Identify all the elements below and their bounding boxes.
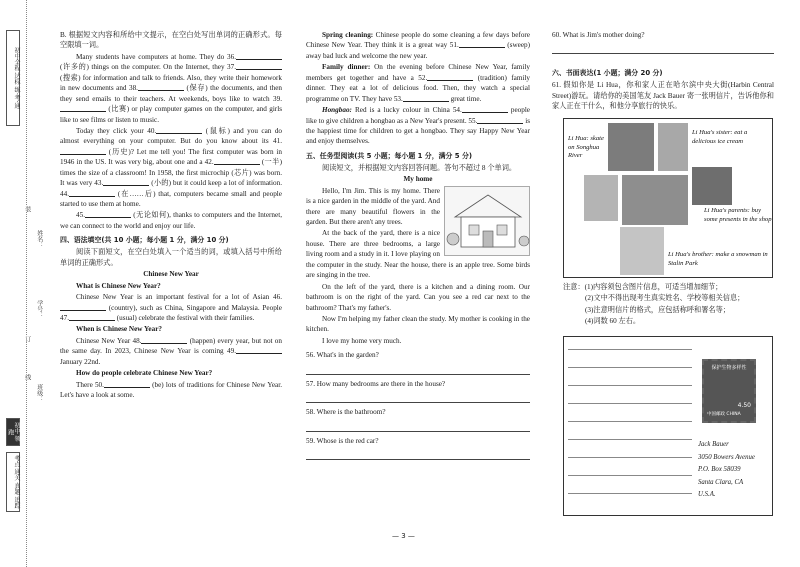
lead-badge: 初中 领跑 (6, 418, 20, 446)
address-line: U.S.A. (698, 491, 716, 499)
answer-line-57[interactable] (306, 391, 530, 403)
tradition-label: Hongbao: (322, 106, 352, 115)
address-line: P.O. Box 58039 (698, 466, 741, 474)
stamp-title: 保护生物多样性 (711, 365, 747, 371)
note-1: (1)内容须包含图片信息，可适当增加细节； (584, 283, 723, 291)
answer-blank-39[interactable] (60, 104, 106, 112)
page-number: — 3 — (392, 532, 415, 540)
answer-line-59[interactable] (306, 448, 530, 460)
writing-line[interactable] (568, 367, 692, 368)
heading-text: When is Chinese New Year? (76, 325, 162, 334)
stamp-value: 4.50 (737, 402, 751, 410)
column-1 (60, 30, 282, 401)
hongbao-paragraph (306, 105, 530, 147)
computer-passage-2 (60, 126, 282, 210)
cny-paragraph-3 (60, 380, 282, 401)
postcard (563, 336, 773, 516)
passage-text: (be) lots of traditions for Chinese New Year. Let's have a look at some. (60, 380, 283, 399)
answer-blank-37[interactable] (236, 62, 282, 70)
passage-text: is the happiest time for children to get a hongbao. They say Happy New Year and enjoy themselves. (306, 116, 531, 146)
passage-text: people like to give children a hongbao as a New Year's present. 55. (306, 106, 531, 125)
heading-what (60, 281, 282, 291)
address-line: Santa Clara, CA (698, 478, 744, 486)
home-paragraph-1: Hello, I'm Jim. This is my home. There is a nice garden in the middle of the yard. And there are many beautiful flowers in the garden. But there aren't any trees. (306, 186, 440, 226)
caption-brother: Li Hua's brother: make a snowman in Stalin Park (668, 251, 768, 267)
answer-blank-50[interactable] (104, 380, 150, 388)
answer-blank-48[interactable] (141, 336, 187, 344)
passage-text: Today they click your 40. (76, 126, 157, 135)
class-label: 班级： (35, 384, 42, 402)
computer-passage-3 (60, 210, 282, 231)
photo-board (563, 118, 773, 278)
answer-line-56[interactable] (306, 363, 530, 375)
recipient-address (698, 439, 755, 502)
column-2 (306, 30, 530, 460)
passage-text: 45. (76, 211, 85, 220)
photo-snow-street (584, 175, 618, 221)
yard-illustration (444, 186, 530, 256)
passage-text: (country), such as China, Singapore and Malaysia. People 47. (60, 303, 282, 322)
photo-ice-building (622, 175, 688, 225)
home-title: My home (403, 175, 433, 184)
passage-text: (tradition) family dinner. They eat a lot of delicious food. Then, they watch a special programme on TV. They have 53. (306, 73, 531, 103)
question-57: 57. How many bedrooms are there in the house? (306, 379, 446, 388)
writing-notes (563, 282, 775, 328)
answer-blank-38[interactable] (138, 83, 184, 91)
photo-ice-cream (658, 123, 688, 171)
answer-blank-44[interactable] (69, 189, 115, 197)
caption-li-hua: Li Hua: skate on Songhua River (568, 135, 604, 160)
answer-blank-40[interactable] (156, 126, 202, 134)
answer-blank-53[interactable] (403, 94, 449, 102)
answer-line-60[interactable] (552, 42, 774, 54)
question-58: 58. Where is the bathroom? (306, 408, 386, 417)
passage-text: (历史)? Let me tell you! The first computer was born in 1946 in the US. It was very big, about one and a 42. (60, 147, 283, 167)
writing-line[interactable] (568, 349, 692, 350)
heading-when (60, 324, 282, 334)
passage-text: There 50. (76, 380, 104, 389)
house-sketch-icon (445, 187, 531, 257)
question-61-prompt: 61. 假如你是 Li Hua，你和家人正在哈尔滨中央大街(Harbin Central Street)游玩。请给你的美国笔友 Jack Bauer 寄一张明信片，告诉他你和家人正在干什么，和他分享旅行的快乐。 (552, 81, 774, 111)
series-badge: 初中全程 达标 练·考·通 (6, 30, 20, 126)
section-4-intro: 阅读下面短文，在空白处填入一个适当的词，或填入括号中所给单词的正确形式。 (60, 248, 282, 267)
passage-text: Chinese New Year is an important festival for a lot of Asian 46. (76, 293, 282, 302)
section-6-title: 六、书面表达(1 小题；满分 20 分) (552, 69, 663, 78)
photo-skating (608, 123, 654, 171)
answer-blank-51[interactable] (459, 40, 505, 48)
answer-blank-42[interactable] (214, 157, 260, 165)
answer-blank-46[interactable] (60, 303, 106, 311)
section-4-title: 四、语法填空(共 10 小题；每小题 1 分，满分 10 分) (60, 236, 229, 245)
passage-text: (usual) celebrate the festival with their families. (116, 313, 255, 322)
bind-mark-2: 订 (23, 336, 30, 342)
writing-line[interactable] (568, 475, 692, 476)
passage-text: Red is a lucky colour in China 54. (351, 106, 462, 115)
heading-text: What is Chinese New Year? (76, 281, 161, 290)
home-paragraph-5: I love my home very much. (322, 336, 402, 345)
home-paragraph-2: At the back of the yard, there is a nice house. There are three bedrooms, a large living room and a study in it. I love playing on the computer in the study. Near the house, there is an apple tree. Some birds are singing in the tree. (306, 229, 530, 280)
writing-line[interactable] (568, 385, 692, 386)
passage-text: great time. (450, 94, 482, 103)
section-5-title: 五、任务型阅读(共 5 小题；每小题 1 分，满分 5 分) (306, 151, 472, 160)
passage-text: Many students have computers at home. They do 36. (76, 52, 236, 61)
part-b-intro: B. 根据短文内容和所给中文提示，在空白处写出单词的正确形式。每空限填一词。 (60, 31, 282, 50)
column-3 (552, 30, 774, 113)
passage-text: (比赛) or play computer games on the computer, and girls like to see films or listen to music. (60, 105, 282, 124)
caption-parents: Li Hua's parents: buy some presents in the shop (704, 207, 772, 223)
photo-shop (692, 167, 732, 205)
tradition-label: Family dinner: (322, 63, 371, 72)
family-dinner-paragraph (306, 62, 530, 104)
passage-text: (小的) but it could keep a lot of information. 44. (60, 179, 283, 198)
photo-snowman (620, 227, 664, 275)
note-4: (4)词数 60 左右。 (585, 317, 641, 326)
answer-blank-36[interactable] (236, 52, 282, 60)
caption-sister: Li Hua's sister: eat a delicious ice cream (692, 129, 748, 145)
note-2: (2)文中不得出现考生真实姓名、学校等相关信息； (585, 294, 745, 303)
heading-how (60, 368, 282, 378)
answer-blank-49[interactable] (236, 346, 282, 354)
question-56: 56. What's in the garden? (306, 351, 379, 360)
passage-text: Chinese people do some cleaning a few days before Chinese New Year. They think it is a great way 51. (306, 31, 530, 50)
passage-text: (happen) every year, but not on the same day. In 2023, Chinese New Year is coming 49. (60, 336, 282, 356)
writing-line[interactable] (568, 421, 692, 422)
passage-text: (搜索) for information and talk to friends. Also, they write their homework in new documents and 38. (60, 73, 282, 93)
name-label: 姓名： (35, 230, 42, 248)
answer-blank-41[interactable] (60, 147, 106, 155)
writing-line[interactable] (568, 403, 692, 404)
writing-line[interactable] (568, 493, 692, 494)
cny-paragraph-1 (60, 292, 282, 323)
spring-cleaning-paragraph (306, 30, 530, 61)
binding-margin (0, 0, 54, 567)
section-5-intro: 阅读短文，并根据短文内容回答问题。答句不超过 8 个单词。 (322, 163, 517, 172)
home-paragraph-3: On the left of the yard, there is a kitchen and a dining room. Our bathroom is on the right of the yard. Can you see a red car next to the bathroom? That's my father's. (306, 282, 530, 312)
passage-text: (sweep) away bad luck and welcome the new year. (306, 41, 530, 60)
notes-label-text: 注意： (563, 283, 585, 291)
answer-blank-43[interactable] (103, 178, 149, 186)
question-59: 59. Whose is the red car? (306, 436, 379, 445)
home-paragraph-4: Now I'm helping my father clean the study. My mother is cooking in the kitchen. (306, 314, 530, 334)
passage-text: (无论如何), thanks to computers and the Internet, we can connect to the world and enjoy our life. (60, 211, 283, 230)
passage-text: Chinese New Year 48. (76, 336, 142, 345)
computer-passage (60, 52, 282, 125)
student-id-label: 学号： (35, 300, 42, 318)
answer-line-58[interactable] (306, 420, 530, 432)
passage-text: (保存) the documents, and then they send emails to their teachers. At weekends, boys like to watch 39. (60, 84, 283, 103)
bind-mark-3: 线 (23, 374, 30, 380)
answer-blank-52[interactable] (427, 73, 473, 81)
address-line: 3050 Bowers Avenue (698, 453, 755, 461)
passage-text: (一半) times the size of a classroom! In 1958, the first microchip (芯片) was born. It was very 43. (60, 158, 283, 188)
tradition-label: Spring cleaning: (322, 31, 374, 39)
heading-text: How do people celebrate Chinese New Year? (76, 369, 213, 378)
passage-text: January 22nd. (60, 357, 101, 366)
passage-text: On the evening before Chinese New Year, family members get together and have a 52. (306, 63, 530, 82)
writing-line[interactable] (568, 457, 692, 458)
answer-blank-55[interactable] (477, 116, 523, 124)
answer-blank-47[interactable] (69, 313, 115, 321)
answer-blank-54[interactable] (462, 105, 508, 113)
passage-text: (在……后) that, computers became small and people started to use them at home. (60, 189, 282, 208)
stamp-image (702, 359, 756, 423)
passage-text: (鼠标) and you can do almost everything on your computer. But do you know about its 41. (60, 126, 283, 146)
address-line: Jack Bauer (698, 441, 729, 448)
cny-title: Chinese New Year (143, 270, 199, 279)
tracking-badge: 考点 通关 真题 追踪 (6, 452, 20, 512)
passage-text: (许多的) things on the computer. On the Internet, they 37. (60, 63, 236, 72)
cut-line (26, 0, 27, 567)
cny-paragraph-2 (60, 336, 282, 367)
note-3: (3)注意明信片的格式，应包括称呼和署名等； (585, 305, 730, 314)
question-60: 60. What is Jim's mother doing? (552, 31, 645, 39)
stamp-country: 中国邮政 CHINA (707, 412, 741, 418)
writing-line[interactable] (568, 439, 692, 440)
answer-blank-45[interactable] (85, 210, 131, 218)
bind-mark-1: 装 (23, 206, 30, 212)
notes-label (563, 282, 775, 292)
